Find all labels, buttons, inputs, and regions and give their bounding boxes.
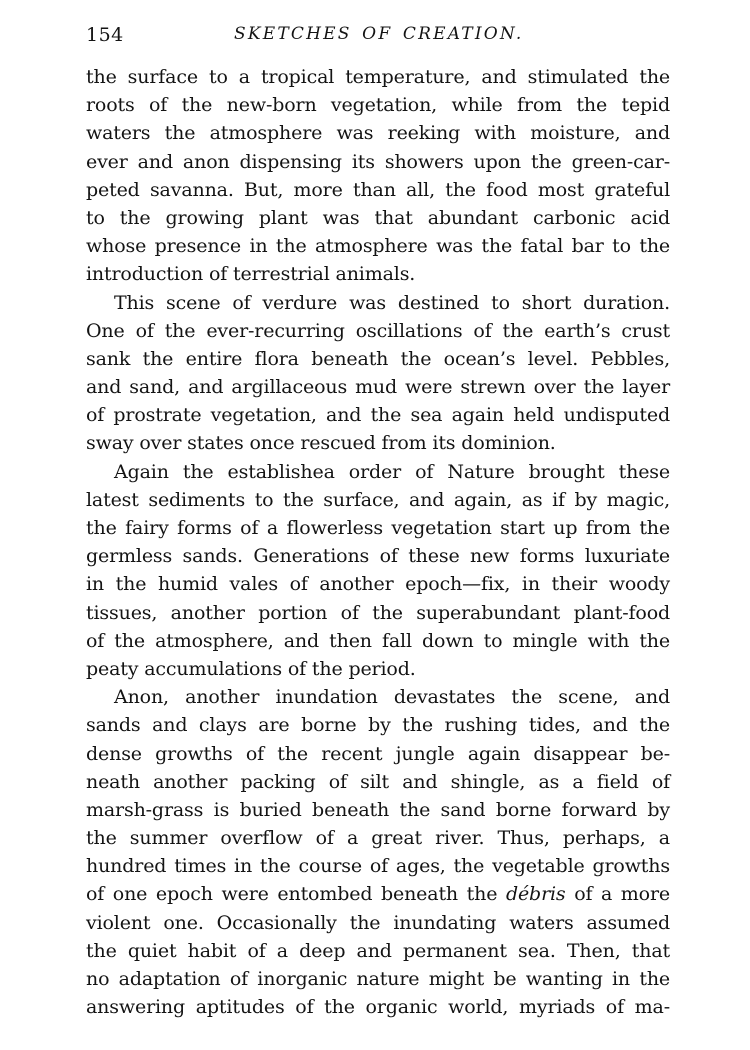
text-line xyxy=(86,880,670,908)
text-line: dense growths of the recent jungle again disappear be- xyxy=(86,742,670,765)
text-line: the quiet habit of a deep and permanent sea. Then, that xyxy=(86,939,670,962)
running-head: SKETCHES OF CREATION. xyxy=(234,24,524,44)
text-line: Again the establishea order of Nature brought these xyxy=(114,460,670,483)
text-segment: of a more xyxy=(574,883,670,906)
text-line: of prostrate vegetation, and the sea again held undisputed xyxy=(86,404,670,427)
text-line: One of the ever-recurring oscillations of the earth’s crust xyxy=(86,319,670,342)
text-line: latest sediments to the surface, and again, as if by magic, xyxy=(86,488,670,511)
text-line: roots of the new-born vegetation, while from the tepid xyxy=(86,94,670,117)
text-line: to the growing plant was that abundant carbonic acid xyxy=(86,206,670,229)
text-line: and sand, and argillaceous mud were strewn over the layer xyxy=(86,376,670,399)
text-line: of the atmosphere, and then fall down to mingle with the xyxy=(86,629,670,652)
text-line: This scene of verdure was destined to short duration. xyxy=(114,291,670,314)
text-line: introduction of terrestrial animals. xyxy=(86,263,416,286)
text-line: sway over states once rescued from its dominion. xyxy=(86,432,556,455)
text-line: no adaptation of inorganic nature might be wanting in the xyxy=(86,968,670,990)
text-line: the surface to a tropical temperature, and stimulated the xyxy=(86,66,670,88)
page-number: 154 xyxy=(86,24,124,46)
italic-term: débris xyxy=(505,883,566,906)
text-line: answering aptitudes of the organic world, myriads of ma- xyxy=(86,996,670,1019)
page-body xyxy=(86,63,670,1021)
text-line: peted savanna. But, more than all, the food most grateful xyxy=(86,178,670,201)
text-line: hundred times in the course of ages, the vegetable growths xyxy=(86,855,670,878)
text-line: violent one. Occasionally the inundating waters assumed xyxy=(86,911,670,934)
page-header xyxy=(86,24,670,50)
text-segment: of one epoch were entombed beneath the xyxy=(86,883,498,906)
text-line: marsh-grass is buried beneath the sand borne forward by xyxy=(86,798,670,821)
text-line: the summer overflow of a great river. Thus, perhaps, a xyxy=(86,827,670,850)
text-line: whose presence in the atmosphere was the fatal bar to the xyxy=(86,235,670,258)
text-line: Anon, another inundation devastates the scene, and xyxy=(114,686,670,709)
text-line: neath another packing of silt and shingle, as a field of xyxy=(86,770,670,793)
text-line: germless sands. Generations of these new forms luxuriate xyxy=(86,545,670,568)
text-line: tissues, another portion of the superabundant plant-food xyxy=(86,601,670,624)
text-line: sands and clays are borne by the rushing tides, and the xyxy=(86,714,670,737)
text-line: ever and anon dispensing its showers upon the green-car- xyxy=(86,150,670,173)
text-line: waters the atmosphere was reeking with moisture, and xyxy=(86,122,670,145)
text-line: the fairy forms of a flowerless vegetation start up from the xyxy=(86,517,670,539)
text-line: peaty accumulations of the period. xyxy=(86,657,416,680)
text-line: in the humid vales of another epoch—fix, in their woody xyxy=(86,573,670,596)
text-line: sank the entire flora beneath the ocean’s level. Pebbles, xyxy=(86,347,670,370)
